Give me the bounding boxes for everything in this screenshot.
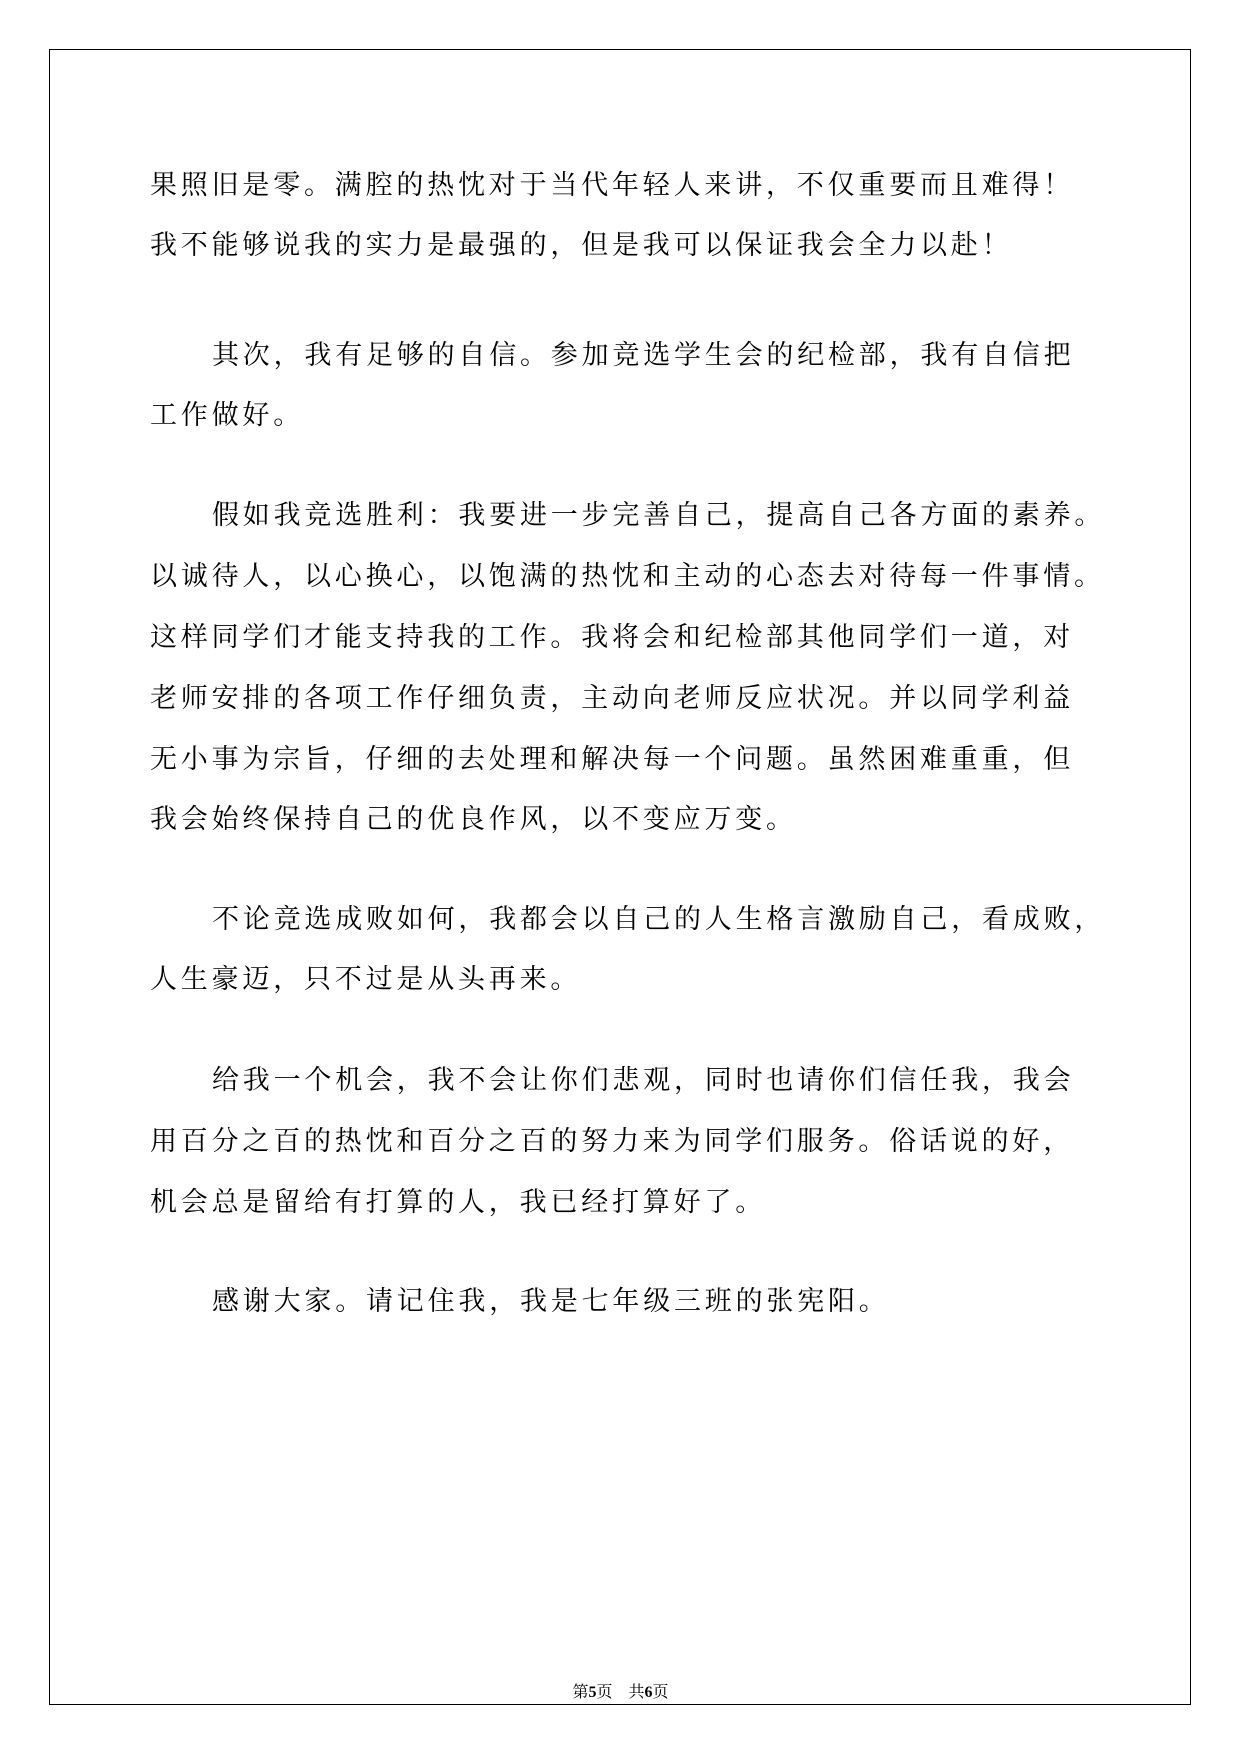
text-line: 我不能够说我的实力是最强的，但是我可以保证我会全力以赴！ — [150, 230, 1013, 261]
paragraph-start-line: 假如我竞选胜利：我要进一步完善自己，提高自己各方面的素养。 — [212, 500, 1106, 531]
text-line: 无小事为宗旨，仔细的去处理和解决每一个问题。虽然困难重重，但 — [150, 744, 1074, 775]
paragraph-start-line: 给我一个机会，我不会让你们悲观，同时也请你们信任我，我会 — [212, 1065, 1075, 1096]
text-line: 这样同学们才能支持我的工作。我将会和纪检部其他同学们一道，对 — [150, 622, 1074, 653]
text-line: 我会始终保持自己的优良作风，以不变应万变。 — [150, 804, 797, 835]
page-number: 5 — [588, 1684, 597, 1701]
page-prefix: 第 — [572, 1684, 589, 1701]
paragraph-start-line: 其次，我有足够的自信。参加竞选学生会的纪检部，我有自信把 — [212, 340, 1075, 371]
text-line: 果照旧是零。满腔的热忱对于当代年轻人来讲，不仅重要而且难得！ — [150, 170, 1074, 201]
text-line: 机会总是留给有打算的人，我已经打算好了。 — [150, 1187, 766, 1218]
total-prefix: 共 — [628, 1684, 645, 1701]
text-line: 工作做好。 — [150, 400, 304, 431]
page-footer — [0, 1683, 1241, 1703]
text-line: 用百分之百的热忱和百分之百的努力来为同学们服务。俗话说的好， — [150, 1126, 1074, 1157]
text-line: 以诚待人，以心换心，以饱满的热忱和主动的心态去对待每一件事情。 — [150, 561, 1105, 592]
page-suffix: 页 — [596, 1684, 613, 1701]
text-line: 人生豪迈，只不过是从头再来。 — [150, 964, 582, 995]
total-suffix: 页 — [652, 1684, 669, 1701]
page-border — [49, 49, 1191, 1705]
text-line: 老师安排的各项工作仔细负责，主动向老师反应状况。并以同学利益 — [150, 683, 1074, 714]
total-pages: 6 — [644, 1684, 653, 1701]
paragraph-start-line: 感谢大家。请记住我，我是七年级三班的张宪阳。 — [212, 1286, 890, 1317]
paragraph-start-line: 不论竞选成败如何，我都会以自己的人生格言激励自己，看成败， — [212, 904, 1106, 935]
